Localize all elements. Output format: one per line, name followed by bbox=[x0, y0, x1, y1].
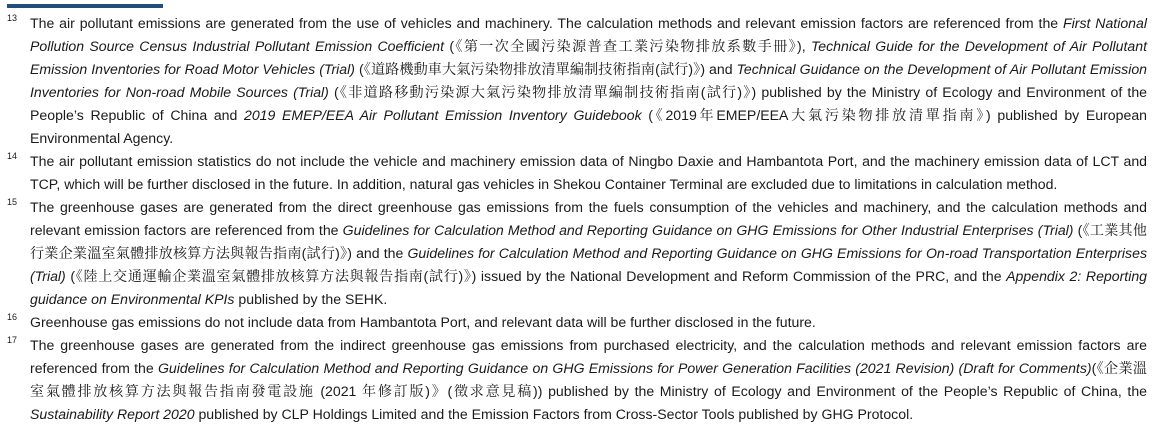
footnote-15 bbox=[7, 196, 1147, 311]
footnote-number: 15 bbox=[7, 197, 18, 207]
footnote-17 bbox=[7, 334, 1147, 426]
footnote-text: (《陸上交通運輸企業溫室氣體排放核算方法與報告指南(試行)》) issued by the National Development and Reform Commission of the PRC, and the bbox=[65, 268, 1007, 284]
footnote-text: published by the SEHK. bbox=[234, 291, 388, 307]
publication-title: Guidelines for Calculation Method and Reporting Guidance on GHG Emissions for On-road Transportation Enterprises (Trial) bbox=[30, 245, 1147, 284]
footnote-13 bbox=[7, 12, 1147, 150]
publication-title: Guidelines for Calculation Method and Reporting Guidance on GHG Emissions for Other Industrial Enterprises (Trial) bbox=[342, 222, 1074, 238]
publication-title: Appendix 2: Reporting guidance on Environmental KPIs bbox=[30, 268, 1148, 307]
footnote-text: The air pollutant emissions are generated from the use of vehicles and machinery. The calculation methods and relevant emission factors are referenced from the bbox=[30, 15, 1064, 31]
publication-title: 2019 EMEP/EEA Air Pollutant Emission Inventory Guidebook bbox=[243, 107, 642, 123]
footnote-number: 16 bbox=[7, 312, 18, 322]
footnote-text: (《非道路移動污染源大氣污染物排放清單編制技術指南(試行)》) published by the Ministry of Ecology and Environment of the People’s Republic of China and bbox=[30, 84, 1147, 123]
footnote-text: The greenhouse gases are generated from the indirect greenhouse gas emissions from purchased electricity, and the calculation methods and relevant emission factors are referenced from the bbox=[30, 337, 1147, 376]
publication-title: Technical Guidance on the Development of Air Pollutant Emission Inventories for Non-road Mobile Sources (Trial) bbox=[30, 61, 1147, 100]
footnote-text: Greenhouse gas emissions do not include data from Hambantota Port, and relevant data will be further disclosed in the future. bbox=[30, 314, 816, 330]
footnote-text: (《工業其他行業企業溫室氣體排放核算方法與報告指南(試行)》) and the bbox=[30, 222, 1147, 261]
footnote-text: The air pollutant emission statistics do not include the vehicle and machinery emission data of Ningbo Daxie and Hambantota Port, and the machinery emission data of LCT and TCP, which will be further disclosed in the future. In addition, natural gas vehicles in Shekou Container Terminal are excluded due to limitations in calculation method. bbox=[30, 153, 1147, 192]
footnote-text: (《企業溫室氣體排放核算方法與報告指南發電設施 (2021 年修訂版)》(徵求意見稿)) published by the Ministry of Ecology and Environment of the People’s Republic of China, the bbox=[30, 360, 1147, 399]
footnote-text: (《2019年EMEP/EEA大氣污染物排放清單指南》) published by European Environmental Agency. bbox=[30, 107, 1147, 146]
publication-title: Technical Guide for the Development of Air Pollutant Emission Inventories for Road Motor Vehicles (Trial) bbox=[30, 38, 1147, 77]
footnote-text: published by CLP Holdings Limited and the Emission Factors from Cross-Sector Tools published by GHG Protocol. bbox=[194, 406, 914, 422]
publication-title: First National Pollution Source Census Industrial Pollutant Emission Coefficient bbox=[30, 15, 1147, 54]
footnote-number: 13 bbox=[7, 13, 18, 23]
footnote-number: 17 bbox=[7, 335, 18, 345]
footnote-text: (《道路機動車大氣污染物排放清單編制技術指南(試行)》) and bbox=[354, 61, 737, 77]
footnote-text: The greenhouse gases are generated from the direct greenhouse gas emissions from the fuels consumption of the vehicles and machinery, and the calculation methods and relevant emission factors are referenced from the bbox=[30, 199, 1147, 238]
publication-title: Sustainability Report 2020 bbox=[30, 406, 195, 422]
footnote-separator-rule bbox=[7, 4, 163, 8]
publication-title: Guidelines for Calculation Method and Reporting Guidance on GHG Emissions for Power Generation Facilities (2021 Revision) (Draft for Comments) bbox=[157, 360, 1092, 376]
footnote-14 bbox=[7, 150, 1147, 196]
footnote-number: 14 bbox=[7, 151, 18, 161]
footnotes-list bbox=[7, 12, 1147, 426]
footnote-16 bbox=[7, 311, 1147, 334]
footnote-text: (《第一次全國污染源普查工業污染物排放系數手冊》), bbox=[444, 38, 811, 54]
